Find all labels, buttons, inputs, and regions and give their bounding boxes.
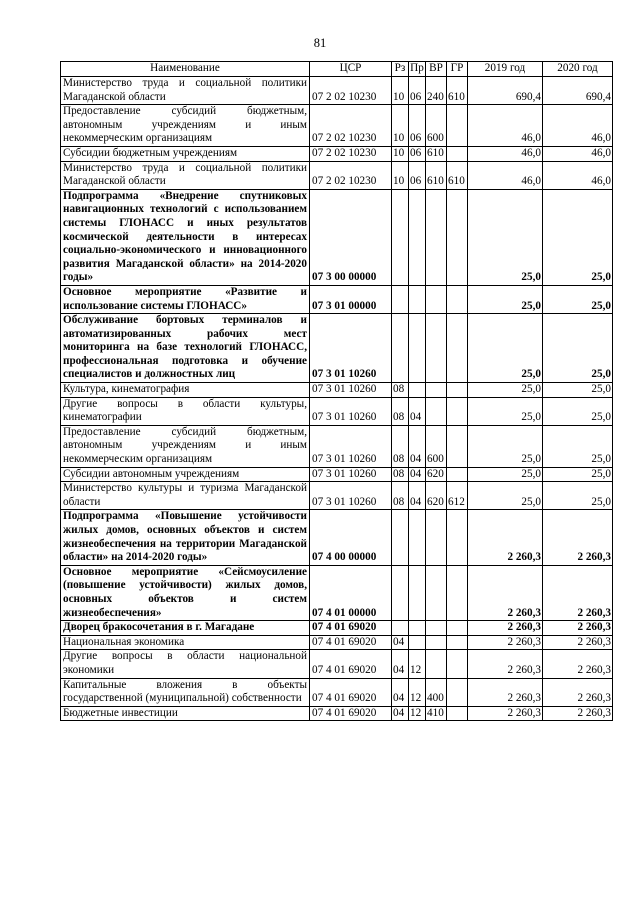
- cell-name: Культура, кинематография: [61, 383, 310, 398]
- cell-name: Министерство труда и социальной политики Магаданской области: [61, 161, 310, 189]
- cell-name: Предоставление субсидий бюджетным, автономным учреждениям и иным некоммерческим организациям: [61, 425, 310, 467]
- cell-pr: [409, 565, 426, 620]
- table-row: [61, 482, 613, 510]
- cell-rz: 08: [392, 383, 409, 398]
- cell-pr: 06: [409, 146, 426, 161]
- cell-2019: 2 260,3: [468, 635, 543, 650]
- cell-rz: 04: [392, 706, 409, 721]
- cell-csr: 07 3 01 00000: [310, 285, 392, 313]
- cell-name: Основное мероприятие «Сейсмоусиление (повышение устойчивости) жилых домов, основных объектов и систем жизнеобеспечения»: [61, 565, 310, 620]
- table-row: [61, 467, 613, 482]
- table-body: [61, 77, 613, 721]
- cell-2019: 25,0: [468, 482, 543, 510]
- cell-name: Подпрограмма «Повышение устойчивости жилых домов, основных объектов и систем жизнеобеспечения на территории Магаданской области» на 2014-2020 годы»: [61, 510, 310, 565]
- cell-vr: [426, 285, 447, 313]
- cell-2020: 25,0: [543, 397, 613, 425]
- cell-2020: 46,0: [543, 146, 613, 161]
- cell-pr: 12: [409, 650, 426, 678]
- header-pr: Пр: [409, 62, 426, 77]
- cell-rz: 04: [392, 635, 409, 650]
- cell-pr: 12: [409, 706, 426, 721]
- table-row: [61, 706, 613, 721]
- cell-csr: 07 4 00 00000: [310, 510, 392, 565]
- cell-2020: 2 260,3: [543, 650, 613, 678]
- table-row: [61, 635, 613, 650]
- cell-rz: 04: [392, 650, 409, 678]
- cell-vr: [426, 314, 447, 383]
- cell-vr: [426, 621, 447, 636]
- cell-csr: 07 4 01 69020: [310, 706, 392, 721]
- cell-vr: [426, 650, 447, 678]
- cell-rz: 10: [392, 105, 409, 147]
- cell-2020: 690,4: [543, 77, 613, 105]
- cell-2019: 25,0: [468, 189, 543, 285]
- cell-vr: 400: [426, 678, 447, 706]
- cell-pr: [409, 314, 426, 383]
- cell-2019: 690,4: [468, 77, 543, 105]
- cell-2020: 2 260,3: [543, 510, 613, 565]
- cell-name: Субсидии автономным учреждениям: [61, 467, 310, 482]
- table-row: [61, 146, 613, 161]
- table-row: [61, 161, 613, 189]
- cell-2020: 46,0: [543, 105, 613, 147]
- cell-pr: [409, 635, 426, 650]
- table-row: [61, 189, 613, 285]
- cell-2020: 2 260,3: [543, 621, 613, 636]
- cell-2020: 46,0: [543, 161, 613, 189]
- cell-csr: 07 4 01 69020: [310, 635, 392, 650]
- cell-vr: [426, 397, 447, 425]
- cell-csr: 07 3 01 10260: [310, 467, 392, 482]
- cell-gr: [447, 285, 468, 313]
- cell-name: Бюджетные инвестиции: [61, 706, 310, 721]
- cell-vr: 600: [426, 105, 447, 147]
- table-row: [61, 314, 613, 383]
- cell-gr: [447, 678, 468, 706]
- cell-2020: 25,0: [543, 314, 613, 383]
- header-2019: 2019 год: [468, 62, 543, 77]
- cell-gr: 610: [447, 77, 468, 105]
- cell-2020: 2 260,3: [543, 635, 613, 650]
- cell-pr: 04: [409, 467, 426, 482]
- cell-2020: 25,0: [543, 383, 613, 398]
- cell-csr: 07 2 02 10230: [310, 77, 392, 105]
- cell-2019: 25,0: [468, 397, 543, 425]
- cell-2019: 25,0: [468, 467, 543, 482]
- table-row: [61, 510, 613, 565]
- cell-2019: 2 260,3: [468, 565, 543, 620]
- cell-vr: [426, 510, 447, 565]
- cell-2019: 2 260,3: [468, 678, 543, 706]
- cell-gr: [447, 621, 468, 636]
- cell-csr: 07 2 02 10230: [310, 161, 392, 189]
- cell-gr: [447, 510, 468, 565]
- cell-gr: [447, 650, 468, 678]
- cell-csr: 07 4 01 69020: [310, 650, 392, 678]
- cell-gr: 610: [447, 161, 468, 189]
- cell-2020: 2 260,3: [543, 706, 613, 721]
- page-number: 81: [313, 36, 327, 50]
- cell-csr: 07 4 01 69020: [310, 621, 392, 636]
- table-row: [61, 565, 613, 620]
- cell-vr: 620: [426, 482, 447, 510]
- cell-2020: 25,0: [543, 285, 613, 313]
- cell-pr: [409, 510, 426, 565]
- cell-pr: 06: [409, 161, 426, 189]
- table-row: [61, 678, 613, 706]
- header-rz: Рз: [392, 62, 409, 77]
- cell-2019: 25,0: [468, 285, 543, 313]
- table-row: [61, 383, 613, 398]
- cell-pr: 04: [409, 425, 426, 467]
- cell-name: Национальная экономика: [61, 635, 310, 650]
- cell-2019: 25,0: [468, 314, 543, 383]
- cell-2020: 25,0: [543, 467, 613, 482]
- cell-vr: 610: [426, 146, 447, 161]
- cell-rz: [392, 314, 409, 383]
- cell-csr: 07 3 01 10260: [310, 383, 392, 398]
- cell-rz: 08: [392, 482, 409, 510]
- cell-name: Другие вопросы в области национальной экономики: [61, 650, 310, 678]
- cell-name: Подпрограмма «Внедрение спутниковых навигационных технологий с использованием системы ГЛОНАСС и иных результатов космической деятельности в интересах социально-экономического и инновационного развития Магаданской области» на 2014-2020 годы»: [61, 189, 310, 285]
- cell-vr: [426, 635, 447, 650]
- cell-gr: [447, 706, 468, 721]
- cell-rz: [392, 189, 409, 285]
- cell-2019: 46,0: [468, 105, 543, 147]
- cell-pr: 04: [409, 482, 426, 510]
- cell-csr: 07 4 01 69020: [310, 678, 392, 706]
- cell-2020: 25,0: [543, 482, 613, 510]
- cell-vr: 600: [426, 425, 447, 467]
- cell-gr: [447, 189, 468, 285]
- cell-2020: 2 260,3: [543, 678, 613, 706]
- cell-rz: 08: [392, 397, 409, 425]
- cell-name: Обслуживание бортовых терминалов и автоматизированных рабочих мест мониторинга на базе технологий ГЛОНАСС, профессиональная подготовка и обучение специалистов и должностных лиц: [61, 314, 310, 383]
- cell-vr: 410: [426, 706, 447, 721]
- cell-pr: 06: [409, 77, 426, 105]
- cell-vr: 610: [426, 161, 447, 189]
- cell-name: Дворец бракосочетания в г. Магадане: [61, 621, 310, 636]
- table-row: [61, 285, 613, 313]
- table-row: [61, 621, 613, 636]
- cell-name: Капитальные вложения в объекты государственной (муниципальной) собственности: [61, 678, 310, 706]
- table-header-row: [61, 62, 613, 77]
- cell-vr: [426, 565, 447, 620]
- cell-vr: [426, 189, 447, 285]
- cell-rz: 04: [392, 678, 409, 706]
- cell-gr: [447, 425, 468, 467]
- cell-rz: [392, 285, 409, 313]
- header-csr: ЦСР: [310, 62, 392, 77]
- cell-name: Предоставление субсидий бюджетным, автономным учреждениям и иным некоммерческим организациям: [61, 105, 310, 147]
- cell-gr: [447, 105, 468, 147]
- cell-name: Субсидии бюджетным учреждениям: [61, 146, 310, 161]
- cell-gr: [447, 635, 468, 650]
- header-name: Наименование: [61, 62, 310, 77]
- table-row: [61, 425, 613, 467]
- cell-pr: 04: [409, 397, 426, 425]
- cell-2019: 2 260,3: [468, 621, 543, 636]
- cell-rz: 08: [392, 425, 409, 467]
- table-row: [61, 105, 613, 147]
- cell-name: Основное мероприятие «Развитие и использование системы ГЛОНАСС»: [61, 285, 310, 313]
- cell-pr: 12: [409, 678, 426, 706]
- cell-csr: 07 3 01 10260: [310, 425, 392, 467]
- cell-pr: [409, 285, 426, 313]
- cell-csr: 07 2 02 10230: [310, 146, 392, 161]
- cell-gr: [447, 565, 468, 620]
- cell-vr: [426, 383, 447, 398]
- header-gr: ГР: [447, 62, 468, 77]
- header-vr: ВР: [426, 62, 447, 77]
- budget-table: [60, 61, 613, 721]
- cell-pr: [409, 189, 426, 285]
- cell-csr: 07 3 00 00000: [310, 189, 392, 285]
- table-row: [61, 650, 613, 678]
- cell-2019: 25,0: [468, 383, 543, 398]
- cell-vr: 620: [426, 467, 447, 482]
- cell-gr: [447, 383, 468, 398]
- cell-vr: 240: [426, 77, 447, 105]
- cell-gr: [447, 146, 468, 161]
- cell-rz: 10: [392, 77, 409, 105]
- cell-rz: 08: [392, 467, 409, 482]
- cell-name: Другие вопросы в области культуры, кинематографии: [61, 397, 310, 425]
- header-2020: 2020 год: [543, 62, 613, 77]
- cell-rz: 10: [392, 146, 409, 161]
- cell-rz: [392, 621, 409, 636]
- cell-2019: 2 260,3: [468, 706, 543, 721]
- cell-gr: [447, 467, 468, 482]
- cell-2019: 2 260,3: [468, 650, 543, 678]
- cell-csr: 07 3 01 10260: [310, 314, 392, 383]
- cell-pr: [409, 383, 426, 398]
- cell-2019: 2 260,3: [468, 510, 543, 565]
- cell-csr: 07 2 02 10230: [310, 105, 392, 147]
- cell-pr: 06: [409, 105, 426, 147]
- table-row: [61, 397, 613, 425]
- cell-2020: 2 260,3: [543, 565, 613, 620]
- cell-rz: [392, 510, 409, 565]
- cell-gr: [447, 397, 468, 425]
- cell-name: Министерство культуры и туризма Магаданской области: [61, 482, 310, 510]
- cell-csr: 07 3 01 10260: [310, 482, 392, 510]
- cell-2019: 25,0: [468, 425, 543, 467]
- cell-name: Министерство труда и социальной политики Магаданской области: [61, 77, 310, 105]
- cell-2020: 25,0: [543, 189, 613, 285]
- cell-gr: [447, 314, 468, 383]
- cell-2019: 46,0: [468, 146, 543, 161]
- cell-gr: 612: [447, 482, 468, 510]
- cell-csr: 07 3 01 10260: [310, 397, 392, 425]
- cell-2019: 46,0: [468, 161, 543, 189]
- cell-rz: [392, 565, 409, 620]
- cell-pr: [409, 621, 426, 636]
- table-row: [61, 77, 613, 105]
- cell-rz: 10: [392, 161, 409, 189]
- cell-2020: 25,0: [543, 425, 613, 467]
- cell-csr: 07 4 01 00000: [310, 565, 392, 620]
